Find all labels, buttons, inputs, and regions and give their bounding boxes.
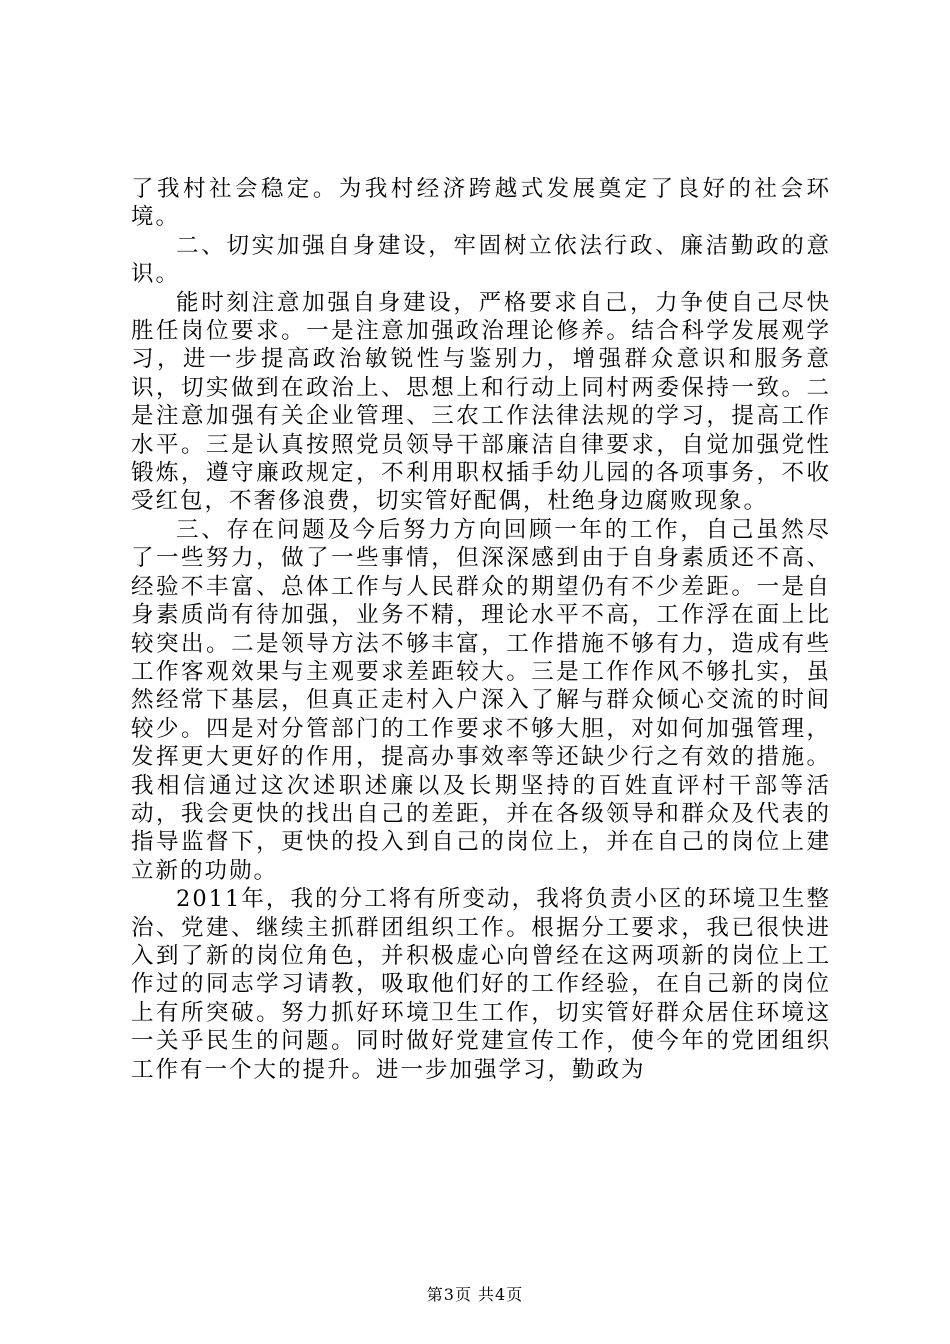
document-body <box>131 175 831 1084</box>
page-footer: 第3页 共4页 <box>426 1285 524 1304</box>
paragraph-continuation: 了我村社会稳定。为我村经济跨越式发展奠定了良好的社会环境。 <box>131 176 831 231</box>
paragraph-2011-plan: 2011年，我的分工将有所变动，我将负责小区的环境卫生整治、党建、继续主抓群团组织工作。根据分工要求，我已很快进入到了新的岗位角色，并积极虚心向曾经在这两项新的岗位上工作过的同志学习请教，吸取他们好的工作经验，在自己新的岗位上有所突破。努力抓好环境卫生工作，切实管好群众居住环境这一关乎民生的问题。同时做好党建宣传工作，使今年的党团组织工作有一个大的提升。进一步加强学习，勤政为 <box>131 886 831 1083</box>
paragraph-self-building: 能时刻注意加强自身建设，严格要求自己，力争使自己尽快胜任岗位要求。一是注意加强政治理论修养。结合科学发展观学习，进一步提高政治敏锐性与鉴别力，增强群众意识和服务意识，切实做到在政治上、思想上和行动上同村两委保持一致。二是注意加强有关企业管理、三农工作法律法规的学习，提高工作水平。三是认真按照党员领导干部廉洁自律要求，自觉加强党性锻炼，遵守廉政规定，不利用职权插手幼儿园的各项事务，不收受红包，不奢侈浪费，切实管好配偶，杜绝身边腐败现象。 <box>131 289 831 515</box>
section-heading-three: 三、存在问题及今后努力方向回顾一年的工作，自己虽然尽了一些努力，做了一些事情，但深深感到由于自身素质还不高、经验不丰富、总体工作与人民群众的期望仍有不少差距。一是自身素质尚有待加强，业务不精，理论水平不高，工作浮在面上比较突出。二是领导方法不够丰富，工作措施不够有力，造成有些工作客观效果与主观要求差距较大。三是工作作风不够扎实，虽然经常下基层，但真正走村入户深入了解与群众倾心交流的时间较少。四是对分管部门的工作要求不够大胆，对如何加强管理，发挥更大更好的作用，提高办事效率等还缺少行之有效的措施。我相信通过这次述职述廉以及长期坚持的百姓直评村干部等活动，我会更快的找出自己的差距，并在各级领导和群众及代表的指导监督下，更快的投入到自己的岗位上，并在自己的岗位上建立新的功勋。 <box>131 516 831 884</box>
section-heading-two: 二、切实加强自身建设，牢固树立依法行政、廉洁勤政的意识。 <box>131 232 831 288</box>
